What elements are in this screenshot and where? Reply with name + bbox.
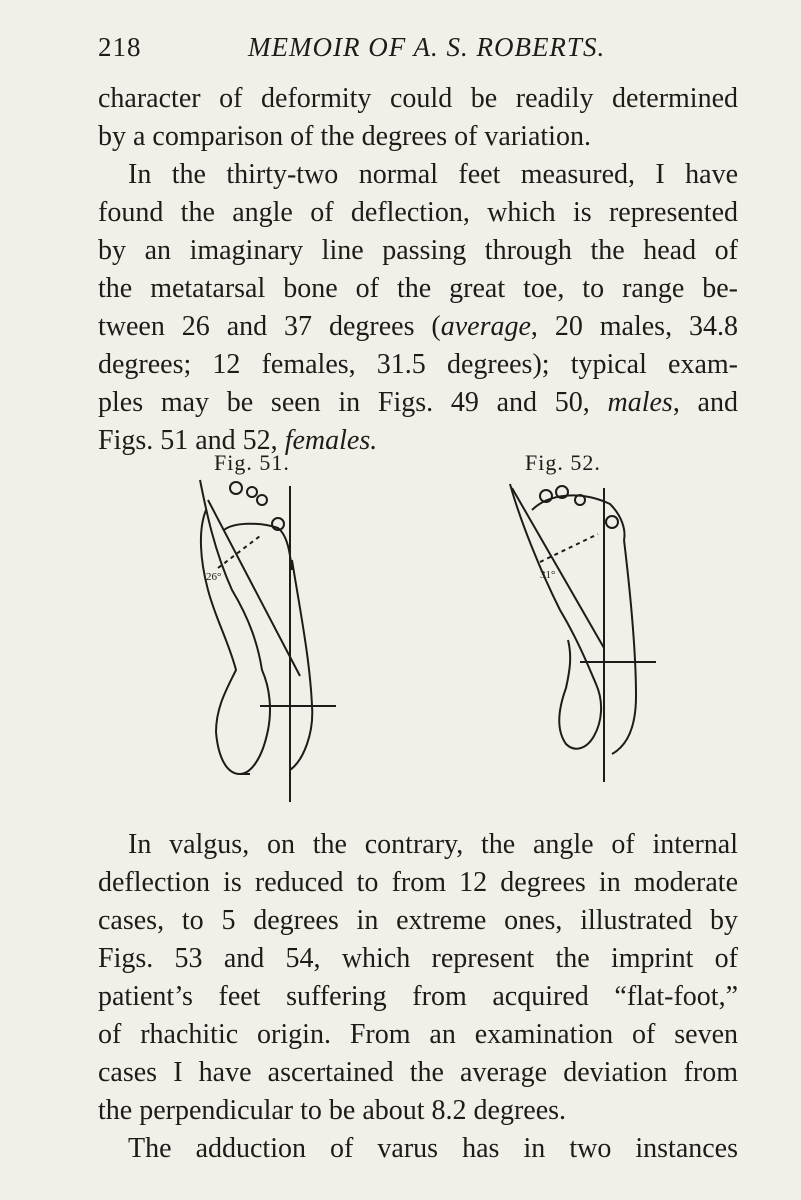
fig-52-angle-label: 31°	[540, 569, 556, 581]
fig-52-footprint	[510, 484, 656, 782]
text-line: degrees; 12 females, 31.5 degrees); typical exam-	[98, 349, 738, 380]
text-line	[98, 308, 738, 346]
text-line: Figs. 53 and 54, which represent the imprint of	[98, 943, 738, 974]
text-line: the metatarsal bone of the great toe, to range be-	[98, 273, 738, 304]
fig-51-label: Fig. 51.	[214, 450, 290, 475]
fig-51-toe	[247, 487, 257, 497]
text-line: by an imaginary line passing through the head of	[98, 235, 738, 266]
paragraph-3	[98, 826, 738, 1168]
italic-females: females.	[284, 425, 378, 456]
text-run: ples may be seen in Figs. 49 and 50,	[98, 387, 608, 418]
text-line: cases I have ascertained the average deviation from	[98, 1057, 738, 1088]
page-number: 218	[98, 32, 142, 62]
text-line: In valgus, on the contrary, the angle of internal	[128, 829, 738, 860]
text-run: , and	[672, 387, 738, 418]
fig-52-deflection-line	[512, 488, 604, 648]
text-line: of rhachitic origin. From an examination of seven	[98, 1019, 738, 1050]
fig-51-inner-curve	[224, 524, 292, 570]
running-head: MEMOIR OF A. S. ROBERTS.	[248, 32, 606, 62]
text-line: cases, to 5 degrees in extreme ones, illustrated by	[98, 905, 738, 936]
fig-52-outer-edge	[612, 540, 636, 754]
italic-average: average	[440, 311, 531, 342]
text-line: The adduction of varus has in two instances	[128, 1133, 738, 1164]
fig-51-angle-label: 26°	[206, 571, 222, 583]
fig-52-label: Fig. 52.	[525, 450, 601, 475]
text-line: In the thirty-two normal feet measured, I have	[128, 159, 738, 190]
fig-51-angle-arc	[218, 536, 260, 568]
text-line: by a comparison of the degrees of variation.	[98, 121, 591, 152]
fig-52-angle-arc	[540, 534, 598, 562]
paragraph-2	[98, 156, 738, 460]
fig-51-toe	[257, 495, 267, 505]
page-header	[98, 28, 738, 68]
text-line: found the angle of deflection, which is represented	[98, 197, 738, 228]
fig-52-outline	[510, 484, 601, 749]
fig-51-footprint	[200, 480, 336, 802]
fig-51-toe	[230, 482, 242, 494]
text-line	[98, 384, 738, 422]
text-line: patient’s feet suffering from acquired “flat-foot,”	[98, 981, 738, 1012]
text-run: tween 26 and 37 degrees (	[98, 311, 441, 342]
text-line: the perpendicular to be about 8.2 degrees.	[98, 1095, 567, 1126]
text-line: deflection is reduced to from 12 degrees in moderate	[98, 867, 738, 898]
paragraph-1	[98, 80, 738, 156]
italic-males: males	[607, 387, 673, 418]
text-line: character of deformity could be readily determined	[98, 83, 738, 114]
figures-illustration	[0, 470, 801, 810]
fig-51-deflection-line	[208, 500, 300, 676]
text-run: Figs. 51 and 52,	[98, 425, 285, 456]
fig-52-toe	[606, 516, 618, 528]
text-run: , 20 males, 34.8	[530, 311, 738, 342]
text-line	[98, 422, 738, 460]
